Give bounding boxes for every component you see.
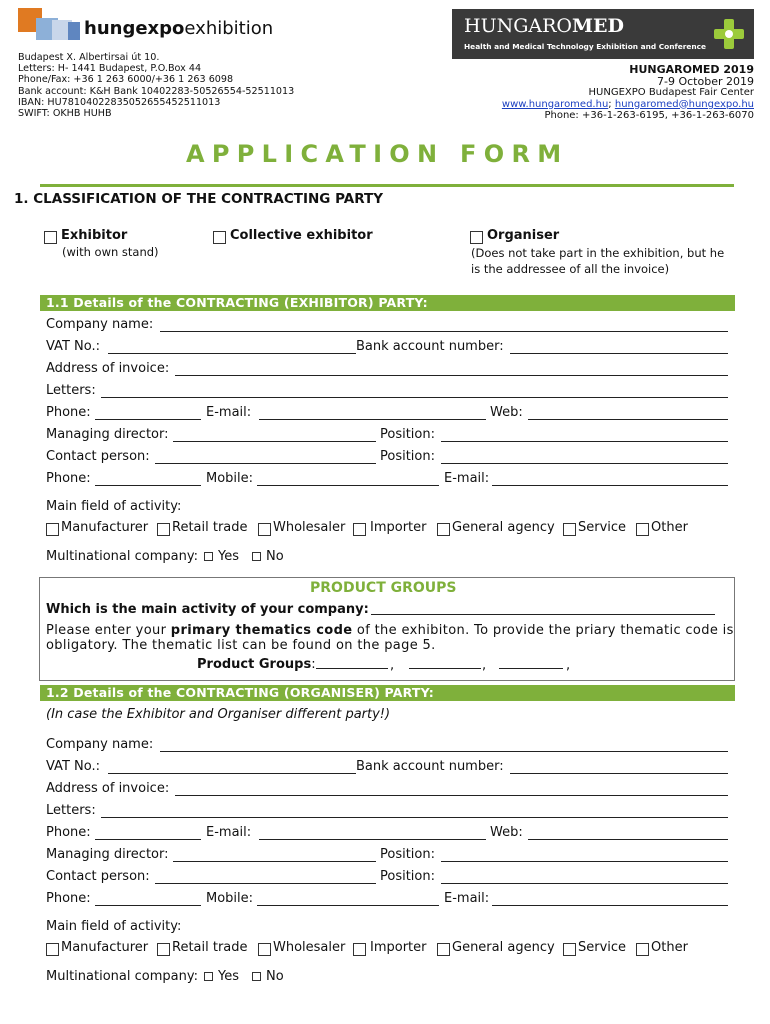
exhibitor-retail-trade-label: Retail trade: [172, 520, 248, 535]
address-line: IBAN: HU78104022835052655452511013: [18, 96, 221, 108]
exhibitor-other-label: Other: [651, 520, 688, 535]
exhibitor-email-label: E-mail:: [206, 405, 252, 420]
exhibitor-email-field[interactable]: [492, 485, 728, 486]
organiser-position-field[interactable]: [441, 861, 728, 862]
organiser-activity-label: Main field of activity:: [46, 919, 182, 934]
organiser-retail-trade-label: Retail trade: [172, 940, 248, 955]
web-link[interactable]: www.hungaromed.hu: [501, 98, 609, 110]
event-venue: HUNGEXPO Budapest Fair Center: [588, 87, 754, 98]
exhibitor-email-field[interactable]: [259, 419, 486, 420]
address-line: Phone/Fax: +36 1 263 6000/+36 1 263 6098: [18, 74, 234, 86]
organiser-director-field[interactable]: [173, 861, 376, 862]
hungexpo-logo: [18, 8, 318, 44]
medical-cross-icon: [714, 17, 744, 51]
pg-comma-3: ,: [566, 658, 571, 673]
organiser-letters-field[interactable]: [101, 817, 728, 818]
exhibitor-importer-checkbox[interactable]: [353, 523, 366, 536]
address-line: Budapest X. Albertirsai út 10.: [18, 52, 160, 63]
organiser-service-label: Service: [578, 940, 627, 955]
address-line: SWIFT: OKHB HUHB: [18, 108, 112, 120]
exhibitor-phone-field[interactable]: [95, 419, 201, 420]
exhibitor-position-field[interactable]: [441, 463, 728, 464]
hungaromed-banner: [452, 9, 754, 59]
product-groups-label: Product Groups:: [197, 657, 316, 672]
organiser-mobile-label: Mobile:: [206, 891, 254, 906]
organiser-subtitle: (In case the Exhibitor and Organiser different party!): [46, 707, 391, 722]
logo-mark-icon: [18, 8, 82, 42]
event-name: HUNGAROMED 2019: [629, 63, 754, 76]
exhibitor-importer-label: Importer: [370, 520, 427, 535]
exhibitor-address-label: Address of invoice:: [46, 361, 170, 376]
exhibitor-multinational-no-checkbox[interactable]: [252, 552, 261, 561]
exhibitor-multinational-yes-label: Yes: [218, 549, 239, 564]
organiser-bank-label: Bank account number:: [356, 759, 504, 774]
logo-text-light: exhibition: [184, 18, 274, 39]
exhibitor-bank-field[interactable]: [510, 353, 728, 354]
link-separator: ;: [608, 98, 612, 110]
organiser-web-label: Web:: [490, 825, 523, 840]
event-dates: 7-9 October 2019: [657, 74, 754, 88]
exhibitor-company-label: Company name:: [46, 317, 154, 332]
organiser-email-label: E-mail:: [206, 825, 252, 840]
organiser-director-label: Managing director:: [46, 847, 169, 862]
organiser-company-field[interactable]: [160, 751, 728, 752]
exhibitor-service-label: Service: [578, 520, 627, 535]
exhibitor-other-checkbox[interactable]: [636, 523, 649, 536]
organiser-wholesaler-label: Wholesaler: [273, 940, 346, 955]
exhibitor-manufacturer-checkbox[interactable]: [46, 523, 59, 536]
exhibitor-mobile-label: Mobile:: [206, 471, 254, 486]
collective-exhibitor-checkbox[interactable]: [213, 231, 226, 244]
organiser-contact-field[interactable]: [155, 883, 376, 884]
organiser-mobile-field[interactable]: [257, 905, 439, 906]
thematic-text-2: obligatory. The thematic list can be found on the page 5.: [46, 638, 436, 653]
exhibitor-phone-label: Phone:: [46, 471, 91, 486]
section-title: CLASSIFICATION OF THE CONTRACTING PARTY: [33, 191, 383, 207]
exhibitor-contact-field[interactable]: [155, 463, 376, 464]
organiser-checkbox[interactable]: [470, 231, 483, 244]
exhibitor-multinational-label: Multinational company:: [46, 549, 198, 564]
organiser-letters-label: Letters:: [46, 803, 96, 818]
exhibitor-mobile-field[interactable]: [257, 485, 439, 486]
exhibitor-vat-field[interactable]: [108, 353, 356, 354]
organiser-importer-label: Importer: [370, 940, 427, 955]
organiser-multinational-yes-label: Yes: [218, 969, 239, 984]
exhibitor-position-field[interactable]: [441, 441, 728, 442]
organiser-contact-label: Contact person:: [46, 869, 150, 884]
exhibitor-position-label: Position:: [380, 427, 435, 442]
product-group-field-2[interactable]: [409, 668, 481, 669]
organiser-importer-checkbox[interactable]: [353, 943, 366, 956]
exhibitor-bank-label: Bank account number:: [356, 339, 504, 354]
exhibitor-position-label: Position:: [380, 449, 435, 464]
organiser-position-label: Position:: [380, 869, 435, 884]
main-activity-question: Which is the main activity of your company:: [46, 602, 369, 617]
organiser-retail-trade-checkbox[interactable]: [157, 943, 170, 956]
event-phone: Phone: +36-1-263-6195, +36-1-263-6070: [544, 110, 754, 121]
exhibitor-email-label: E-mail:: [444, 471, 490, 486]
organiser-web-field[interactable]: [528, 839, 728, 840]
organiser-manufacturer-label: Manufacturer: [61, 940, 149, 955]
product-groups-title: PRODUCT GROUPS: [310, 580, 457, 596]
organiser-service-checkbox[interactable]: [563, 943, 576, 956]
organiser-multinational-label: Multinational company:: [46, 969, 198, 984]
organiser-company-label: Company name:: [46, 737, 154, 752]
exhibitor-address-field[interactable]: [175, 375, 728, 376]
company-address: [18, 52, 294, 119]
exhibitor-letters-field[interactable]: [101, 397, 728, 398]
main-activity-field[interactable]: [371, 614, 715, 615]
organiser-phone-field[interactable]: [95, 905, 201, 906]
exhibitor-web-field[interactable]: [528, 419, 728, 420]
title-divider: [40, 184, 734, 187]
organiser-manufacturer-checkbox[interactable]: [46, 943, 59, 956]
exhibitor-letters-label: Letters:: [46, 383, 96, 398]
organiser-general-agency-label: General agency: [452, 940, 555, 955]
organiser-address-field[interactable]: [175, 795, 728, 796]
exhibitor-general-agency-label: General agency: [452, 520, 555, 535]
organiser-email-label: E-mail:: [444, 891, 490, 906]
organiser-vat-label: VAT No.:: [46, 759, 100, 774]
exhibitor-details-bar: 1.1 Details of the CONTRACTING (EXHIBITOR) PARTY:: [40, 295, 735, 311]
exhibitor-activity-label: Main field of activity:: [46, 499, 182, 514]
exhibitor-phone-field[interactable]: [95, 485, 201, 486]
banner-subtitle: Health and Medical Technology Exhibition and Conference: [464, 42, 707, 51]
organiser-other-label: Other: [651, 940, 688, 955]
organiser-other-checkbox[interactable]: [636, 943, 649, 956]
exhibitor-note: (with own stand): [62, 245, 159, 259]
page-title: APPLICATION FORM: [186, 140, 569, 168]
exhibitor-contact-label: Contact person:: [46, 449, 150, 464]
product-group-field-1[interactable]: [316, 668, 388, 669]
exhibitor-general-agency-checkbox[interactable]: [437, 523, 450, 536]
organiser-position-label: Position:: [380, 847, 435, 862]
organiser-position-field[interactable]: [441, 883, 728, 884]
exhibitor-phone-label: Phone:: [46, 405, 91, 420]
organiser-wholesaler-checkbox[interactable]: [258, 943, 271, 956]
organiser-label: Organiser: [487, 228, 560, 243]
organiser-email-field[interactable]: [259, 839, 486, 840]
organiser-bank-field[interactable]: [510, 773, 728, 774]
banner-title-a: HUNGARO: [464, 15, 572, 37]
organiser-email-field[interactable]: [492, 905, 728, 906]
exhibitor-company-field[interactable]: [160, 331, 728, 332]
exhibitor-wholesaler-label: Wholesaler: [273, 520, 346, 535]
section-heading: [14, 191, 383, 207]
organiser-address-label: Address of invoice:: [46, 781, 170, 796]
organiser-multinational-yes-checkbox[interactable]: [204, 972, 213, 981]
organiser-details-bar: 1.2 Details of the CONTRACTING (ORGANISER) PARTY:: [40, 685, 735, 701]
organiser-note: (Does not take part in the exhibition, but he is the addressee of all the invoice): [471, 246, 725, 276]
exhibitor-retail-trade-checkbox[interactable]: [157, 523, 170, 536]
exhibitor-manufacturer-label: Manufacturer: [61, 520, 149, 535]
exhibitor-multinational-yes-checkbox[interactable]: [204, 552, 213, 561]
logo-text-bold: hungexpo: [84, 18, 185, 39]
exhibitor-label: Exhibitor: [61, 228, 128, 243]
exhibitor-web-label: Web:: [490, 405, 523, 420]
organiser-phone-field[interactable]: [95, 839, 201, 840]
pg-comma-2: ,: [482, 658, 487, 673]
email-link[interactable]: hungaromed@hungexpo.hu: [614, 98, 754, 110]
organiser-general-agency-checkbox[interactable]: [437, 943, 450, 956]
organiser-vat-field[interactable]: [108, 773, 356, 774]
event-info: [434, 64, 754, 122]
exhibitor-vat-label: VAT No.:: [46, 339, 100, 354]
exhibitor-multinational-no-label: No: [266, 549, 284, 564]
collective-exhibitor-label: Collective exhibitor: [230, 228, 373, 243]
section-number: 1.: [14, 191, 29, 207]
product-group-field-3[interactable]: [499, 668, 563, 669]
organiser-multinational-no-checkbox[interactable]: [252, 972, 261, 981]
banner-title-b: MED: [572, 15, 624, 37]
organiser-phone-label: Phone:: [46, 891, 91, 906]
exhibitor-director-label: Managing director:: [46, 427, 169, 442]
exhibitor-checkbox[interactable]: [44, 231, 57, 244]
organiser-multinational-no-label: No: [266, 969, 284, 984]
address-line: Letters: H- 1441 Budapest, P.O.Box 44: [18, 63, 202, 75]
exhibitor-director-field[interactable]: [173, 441, 376, 442]
exhibitor-service-checkbox[interactable]: [563, 523, 576, 536]
organiser-phone-label: Phone:: [46, 825, 91, 840]
address-line: Bank account: K&H Bank 10402283-50526554-52511013: [18, 85, 295, 97]
thematic-text: Please enter your primary thematics code of the exhibiton. To provide the priary thematic code is: [46, 623, 734, 638]
pg-comma-1: ,: [390, 658, 395, 673]
exhibitor-wholesaler-checkbox[interactable]: [258, 523, 271, 536]
